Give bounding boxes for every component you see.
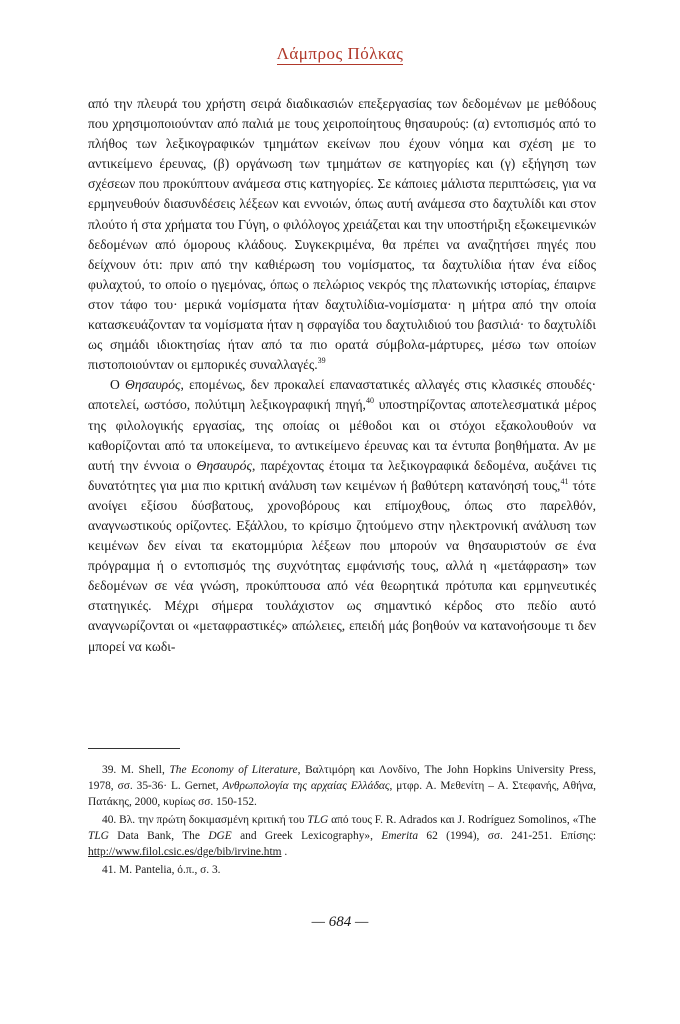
footnote-text: 62 (1994), σσ. 241-251. Επίσης:: [418, 830, 596, 842]
running-header: [0, 44, 680, 64]
italic-title: Θησαυρός: [196, 457, 252, 473]
footnote-text: and Greek Lexicography»,: [231, 830, 382, 842]
paragraph-2-text: , παρέχοντας έτοιμα τα λεξικογραφικά δεδομένα, αυξάνει τις δυνατότητες για μια πιο κριτική ανάλυση των κειμένων ή βαθύτερη κατανόησή τους,: [88, 457, 596, 493]
footnote-text: 40. Βλ. την πρώτη δοκιμασμένη κριτική του: [102, 814, 308, 826]
footnote-39: [88, 762, 596, 810]
italic-title: DGE: [208, 830, 232, 842]
footnote-ref-41[interactable]: 41: [560, 476, 569, 486]
footnote-ref-40[interactable]: 40: [365, 396, 374, 406]
paragraph-2-text: , επομένως, δεν προκαλεί επαναστατικές αλλαγές στις κλασικές σπουδές· αποτελεί, ωστόσο, πολύτιμη λεξικογραφική πηγή,: [88, 377, 596, 413]
footnote-text: από τους F. R. Adrados και J. Rodríguez Somolinos, «The: [328, 814, 596, 826]
italic-title: Θησαυρός: [125, 377, 181, 393]
main-text: [88, 94, 596, 657]
running-title: Λάμπρος Πόλκας: [276, 44, 404, 63]
footnote-separator: [88, 748, 180, 749]
paragraph-1: [88, 94, 596, 375]
page-number: — 684 —: [311, 914, 369, 930]
paragraph-2: [88, 375, 596, 656]
footnote-40: [88, 812, 596, 860]
footnote-41: [88, 862, 596, 878]
paragraph-2-text: τότε ανοίγει εξίσου δύσβατους, χρονοβόρους και επίμοχθους, όπως στο παρελθόν, αναγνωστικούς ορίζοντες. Εξάλλου, το κρίσιμο ζητούμενο στην ηλεκτρονική ανάλυση των κειμένων δεν είναι τα εκατομμύρια λέξεων που μπορούν να θησαυριστούν σε ένα πρόγραμμα ή ο εντοπισμός της συχνότητας εμφάνισής τους, αλλά η «μετάφραση» των δεδομένων σε νέα γνώση, προκύπτουσα από νέα θεωρητικά πρότυπα και ερμηνευτικές στατηγικές. Μέχρι σήμερα τουλάχιστον ως σημαντικό κέρδος στο πεδίο αυτό αναγνωρίζονται οι «μεταφραστικές» απώλειες, επειδή μάς βοηθούν να κατανοήσουμε τι δεν μπορεί να κωδι-: [88, 477, 596, 654]
footnote-text: , Βαλτιμόρη και Λονδίνο, The John Hopkins University Press, 1978, σσ. 35-36· L. Gernet,: [88, 764, 596, 792]
italic-title: Ανθρωπολογία της αρχαίας Ελλάδας: [222, 780, 390, 792]
paragraph-2-text: Ο: [110, 377, 126, 393]
footnote-text: 41. M. Pantelia, ό.π., σ. 3.: [102, 864, 221, 876]
footnote-link[interactable]: http://www.filol.csic.es/dge/bib/irvine.htm: [88, 846, 282, 858]
footnote-text: 39. M. Shell,: [102, 764, 170, 776]
footnote-text: , μτφρ. Α. Μεθενίτη – Α. Στεφανής, Αθήνα, Πατάκης, 2000, κυρίως σσ. 150-152.: [88, 780, 596, 808]
italic-title: TLG: [88, 830, 109, 842]
footnote-ref-39[interactable]: 39: [317, 356, 326, 366]
footnote-text: Data Bank, The: [108, 830, 209, 842]
italic-title: Emerita: [381, 830, 419, 842]
italic-title: TLG: [307, 814, 329, 826]
paragraph-1-text: από την πλευρά του χρήστη σειρά διαδικασιών επεξεργασίας των δεδομένων με μεθόδους που χρησιμοποιούνταν από παλιά με τους χειροποίητους θησαυρούς: (α) εντοπισμός από το πλήθος των λεξικογραφικών τμημάτων εκείνων που έχουν νόημα και σχέση με το αντικείμενο έρευνας, (β) οργάνωση των τμημάτων σε κατηγορίες και (γ) εξήγηση των σχέσεων που προκύπτουν ανάμεσα στις κατηγορίες. Σε κάποιες μάλιστα περιπτώσεις, για να ερμηνευθούν διασυνδέσεις λέξεων και εννοιών, όπως αυτή ανάμεσα στο δαχτυλίδι και στον πλούτο ή στα χρήματα του Γύγη, ο φιλόλογος χρειάζεται και την υποστήριξη εξωκειμενικών δεδομένων από όμορους κλάδους. Συγκεκριμένα, θα πρέπει να αναζητήσει πηγές που δείχνουν ότι: πριν από την καθιέρωση του νομίσματος, τα δαχτυλίδια ήταν ένα είδος φυλαχτού, το οποίο ο ηγεμόνας, όπως ο πελώριος νεκρός της πλατωνικής ιστορίας, έπαιρνε στον τάφο του· μερικά νομίσματα ήταν δαχτυλίδια-νομίσματα· η μήτρα από την οποία κατασκευάζονταν τα νομίσματα ήταν η σφραγίδα του δαχτυλιδιού του βασιλιά· το δαχτυλίδι ως σημάδι ιδιοκτησίας ήταν από τα πιο ορατά σύμβολα-μάρτυρες, μέσω των οποίων πιστοποιούνταν οι εμπορικές συναλλαγές.: [88, 96, 596, 373]
paragraph-2-text: υποστηρίζοντας αποτελεσματικά μέρος της φιλολογικής εργασίας, της οποίας οι μέθοδοι και οι στόχοι εξακολουθούν να καθορίζονται από τα υποκείμενα, το αντικείμενο έρευνας και τα έντυπα βοηθήματα. Αν με αυτή την έννοια ο: [88, 397, 596, 473]
footnote-text: .: [281, 846, 288, 858]
italic-title: The Economy of Literature: [169, 764, 298, 776]
footnotes: [88, 762, 596, 880]
